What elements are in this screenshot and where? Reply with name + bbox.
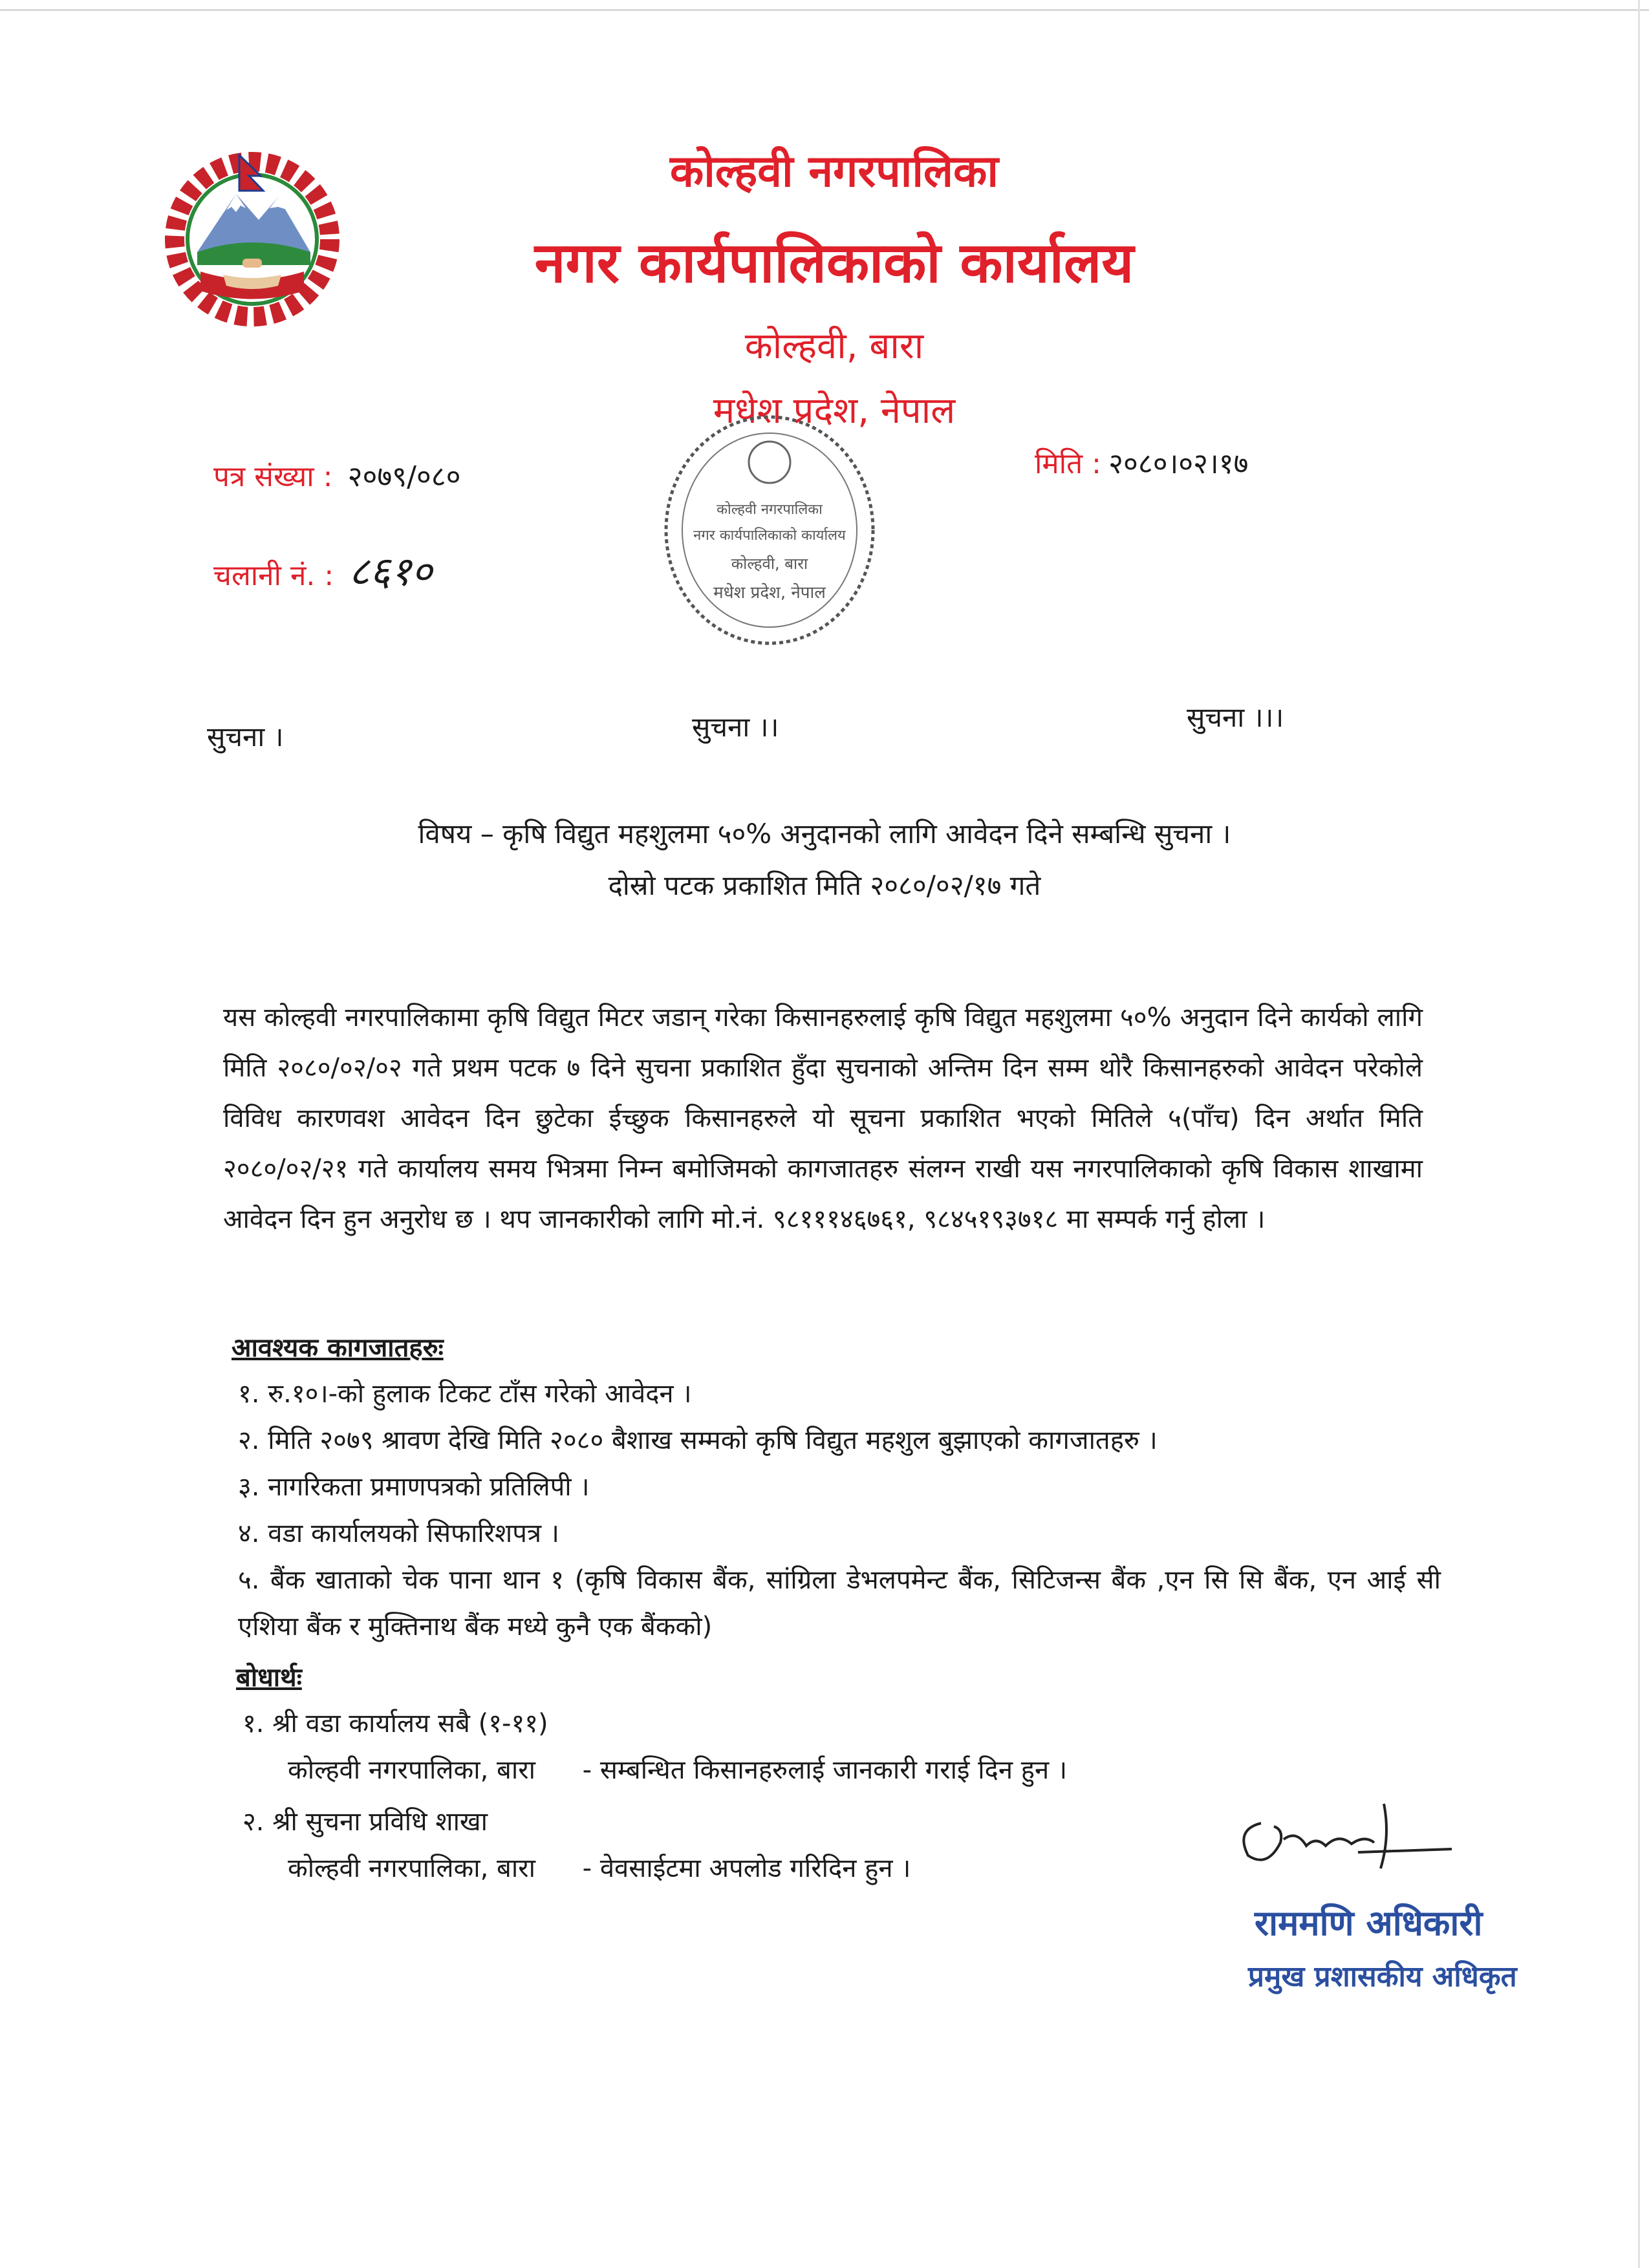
cc-item-2-to: २. श्री सुचना प्रविधि शाखा [242, 1807, 488, 1837]
required-doc-item-2: २. मिति २०७९ श्रावण देखि मिति २०८० बैशाख सम्मको कृषि विद्युत महशुल बुझाएको कागजातहरु । [238, 1426, 1158, 1455]
subject-publish-date: दोस्रो पटक प्रकाशित मिति २०८०/०२/१७ गते [608, 870, 1041, 901]
office-province: मधेश प्रदेश, नेपाल [713, 390, 956, 432]
letter-number-value: २०७९/०८० [347, 460, 461, 493]
office-name: नगर कार्यपालिकाको कार्यालय [534, 231, 1134, 295]
dispatch-number-value: ८६१० [349, 548, 433, 595]
office-place: कोल्हवी, बारा [744, 325, 924, 367]
body-paragraph: यस कोल्हवी नगरपालिकामा कृषि विद्युत मिटर जडान् गरेका किसानहरुलाई कृषि विद्युत महशुलमा ५०% अनुदान दिने कार्यको लागि मिति २०८०/०२/०२ गते प्रथम पटक ७ दिने सुचना प्रकाशित हुँदा सुचनाको अन्तिम दिन सम्म थोरै किसानहरुको आवेदन परेकोले विविध कारणवश आवेदन दिन छुटेका ईच्छुक किसानहरुले यो सूचना प्रकाशित भएको मितिले ५(पाँच) दिन अर्थात मिति २०८०/०२/२१ गते कार्यालय समय भित्रमा निम्न बमोजिमको कागजातहरु संलग्न राखी यस नगरपालिकाको कृषि विकास शाखामा आवेदन दिन हुन अनुरोध छ । थप जानकारीको लागि मो.नं. ९८१११४६७६१, ९८४५१९३७१८ मा सम्पर्क गर्नु होला । [223, 1003, 1423, 1234]
notice-word-2: सुचना ।। [692, 711, 779, 743]
dispatch-number-label: चलानी नं. : [213, 559, 334, 592]
cc-item-1-note: - सम्बन्धित किसानहरुलाई जानकारी गराई दिन हुन । [582, 1755, 1068, 1785]
required-documents-title: आवश्यक कागजातहरुः [232, 1333, 444, 1363]
subject-line: विषय – कृषि विद्युत महशुलमा ५०% अनुदानको लागि आवेदन दिने सम्बन्धि सुचना । [418, 818, 1231, 850]
required-doc-item-1: १. रु.१०।-को हुलाक टिकट टाँस गरेको आवेदन । [238, 1379, 692, 1409]
seal-line-1: कोल्हवी नगरपालिका [717, 502, 823, 518]
letter-date-value: २०८०।०२।१७ [1108, 447, 1249, 480]
cc-title: बोधार्थः [236, 1663, 302, 1693]
required-documents [232, 1329, 1441, 1650]
cc-item-2-org: कोल्हवी नगरपालिका, बारा [288, 1854, 535, 1883]
seal-line-3: कोल्हवी, बारा [731, 555, 808, 573]
dispatch-number [213, 543, 432, 597]
letter-number-label: पत्र संख्या : [213, 460, 333, 493]
municipality-name: कोल्हवी नगरपालिका [670, 146, 998, 197]
seal-line-4: मधेश प्रदेश, नेपाल [713, 583, 826, 603]
cc-item-1-org: कोल्हवी नगरपालिका, बारा [288, 1755, 535, 1785]
letter-date-label: मिति : [1035, 447, 1101, 480]
signatory-name: राममणि अधिकारी [1255, 1903, 1483, 1943]
cc-item-1 [236, 1747, 1335, 1793]
cc-item-2 [236, 1845, 1335, 1892]
cc-item-1-to: १. श्री वडा कार्यालय सबै (१-११) [242, 1709, 548, 1738]
notice-word-1: सुचना । [207, 721, 284, 753]
seal-line-2: नगर कार्यपालिकाको कार्यालय [693, 528, 846, 544]
scan-edge-top [0, 9, 1649, 11]
letter-number [213, 456, 461, 495]
letter-date [1035, 443, 1249, 482]
signature-icon [1222, 1784, 1468, 1881]
notice-word-3: सुचना ।।। [1187, 701, 1284, 733]
cc-section [236, 1658, 1335, 1892]
office-seal-icon [653, 401, 886, 653]
cc-item-2-note: - वेवसाईटमा अपलोड गरिदिन हुन । [582, 1854, 911, 1883]
signatory-title: प्रमुख प्रशासकीय अधिकृत [1248, 1960, 1517, 1993]
required-doc-item-3: ३. नागरिकता प्रमाणपत्रको प्रतिलिपी । [238, 1472, 590, 1502]
required-doc-item-5: ५. बैंक खाताको चेक पाना थान १ (कृषि विकास बैंक, सांग्रिला डेभलपमेन्ट बैंक, सिटिजन्स बैंक ,एन सि सि बैंक, एन आई सी एशिया बैंक र मुक्तिनाथ बैंक मध्ये कुनै एक बैंकको) [238, 1565, 1441, 1642]
required-doc-item-4: ४. वडा कार्यालयको सिफारिशपत्र । [238, 1519, 559, 1548]
